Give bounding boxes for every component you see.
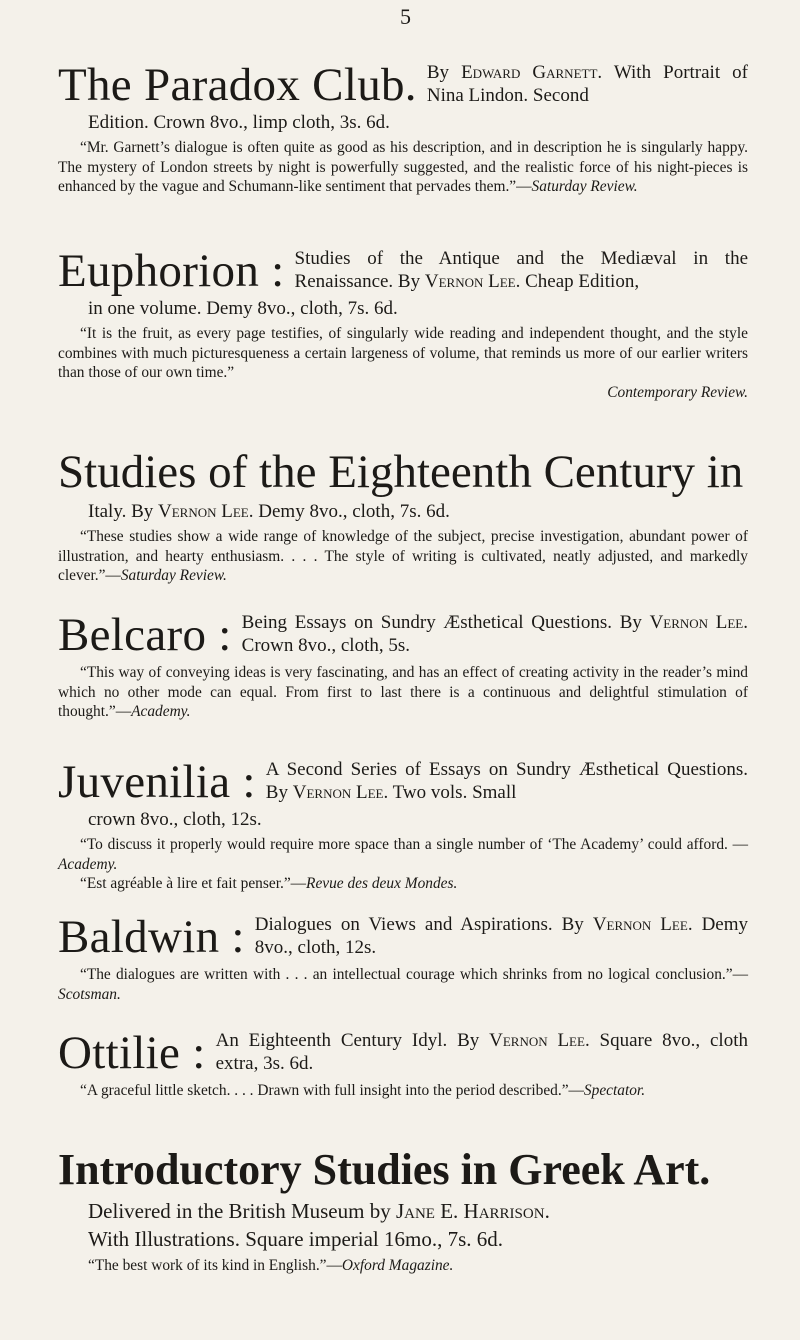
review-quote: “The best work of its kind in English.”—Oxford Magazine.	[88, 1257, 454, 1274]
entry-description: Being Essays on Sundry Æsthetical Questions. By Vernon Lee. Crown 8vo., cloth, 5s.	[241, 612, 748, 656]
author-name: Vernon Lee	[592, 914, 688, 935]
entry-description: A Second Series of Essays on Sundry Æsthetical Questions. By Vernon Lee. Two vols. Small	[265, 759, 748, 803]
entry-greek-art	[58, 1143, 748, 1276]
author-name: Vernon Lee	[158, 501, 249, 522]
author-name: Vernon Lee	[424, 271, 516, 292]
entry-title: Studies of the Eighteenth Century in	[58, 446, 744, 498]
entry-description: Studies of the Antique and the Mediæval in the Renaissance. By Vernon Lee. Cheap Edition,	[294, 248, 748, 292]
entry-format: With Illustrations. Square imperial 16mo., 7s. 6d.	[88, 1227, 504, 1251]
entry-title: The Paradox Club.	[58, 59, 417, 111]
author-name: Vernon Lee	[649, 612, 744, 633]
entry-edition: in one volume. Demy 8vo., cloth, 7s. 6d.	[88, 298, 398, 319]
entry-edition: Italy. By Vernon Lee. Demy 8vo., cloth, 7s. 6d.	[88, 501, 450, 522]
review-quote: “It is the fruit, as every page testifies, of singularly wide reading and independent thought, and the style combines with much picturesqueness a certain largeness of volume, that reminds us more of our earlier writers than those of our own time.” Contemporary Review.	[58, 325, 748, 401]
review-source: Academy.	[131, 703, 191, 720]
review-source: Academy.	[58, 855, 118, 873]
author-name: Vernon Lee	[292, 782, 384, 803]
entry-baldwin	[58, 912, 748, 1004]
review-quote: “Mr. Garnett’s dialogue is often quite as good as his description, and in description he is singularly happy. The mystery of London streets by night is powerfully suggested, and the realistic force of his night-pieces is enhanced by the vague and Schumann-like sentiment that pervades them.”—Saturday Review.	[58, 139, 748, 195]
entry-title: Baldwin :	[58, 911, 245, 963]
entry-title: Juvenilia :	[58, 756, 256, 808]
entry-title: Euphorion :	[58, 245, 285, 297]
author-name: Edward Garnett	[461, 62, 598, 83]
review-source: Scotsman.	[58, 985, 121, 1003]
entry-title: Ottilie :	[58, 1027, 206, 1079]
entry-description: Dialogues on Views and Aspirations. By Vernon Lee. Demy 8vo., cloth, 12s.	[254, 914, 748, 958]
review-source: Saturday Review.	[531, 178, 638, 195]
review-source: Contemporary Review.	[607, 383, 748, 401]
entry-title: Belcaro :	[58, 609, 232, 661]
review-quote: “A graceful little sketch. . . . Drawn with full insight into the period described.”—Spectator.	[80, 1082, 646, 1099]
review-quote: “To discuss it properly would require more space than a single number of ‘The Academy’ could afford. —Academy. “Est agréable à lire et fait penser.”—Revue des deux Mondes.	[58, 836, 748, 892]
entry-euphorion	[58, 246, 748, 402]
entry-eighteenth-century-italy	[58, 445, 748, 586]
author-name: Jane E. Harrison	[395, 1199, 545, 1223]
entry-paradox-club	[58, 60, 748, 197]
review-source: Spectator.	[583, 1082, 646, 1099]
entry-description: An Eighteenth Century Idyl. By Vernon Lee. Square 8vo., cloth extra, 3s. 6d.	[215, 1030, 748, 1074]
entry-edition: crown 8vo., cloth, 12s.	[88, 809, 262, 830]
review-source: Saturday Review.	[120, 567, 227, 584]
page-number: 5	[400, 4, 411, 29]
review-source: Revue des deux Mondes.	[306, 875, 458, 892]
entry-edition: Edition. Crown 8vo., limp cloth, 3s. 6d.	[88, 112, 390, 133]
entry-belcaro	[58, 610, 748, 722]
entry-juvenilia	[58, 757, 748, 894]
entry-edition: Delivered in the British Museum by Jane E. Harrison.	[88, 1199, 550, 1223]
review-source: Oxford Magazine.	[341, 1257, 454, 1274]
entry-description: By Edward Garnett. With Portrait of Nina Lindon. Second	[426, 62, 748, 106]
review-quote: “This way of conveying ideas is very fascinating, and has an effect of creating activity in the reader’s mind which no other mode can equal. From first to last there is a continuous and delightful stimulation of thought.”—Academy.	[58, 664, 748, 720]
review-quote: “The dialogues are written with . . . an intellectual courage which shrinks from no logical conclusion.”—Scotsman.	[58, 966, 748, 1003]
entry-ottilie	[58, 1028, 748, 1101]
review-quote: “These studies show a wide range of knowledge of the subject, precise investigation, abundant power of illustration, and hearty enthusiasm. . . . The style of writing is cultivated, neatly adjusted, and markedly clever.”—Saturday Review.	[58, 528, 748, 584]
author-name: Vernon Lee	[489, 1030, 585, 1051]
entry-title: Introductory Studies in Greek Art.	[58, 1145, 711, 1194]
